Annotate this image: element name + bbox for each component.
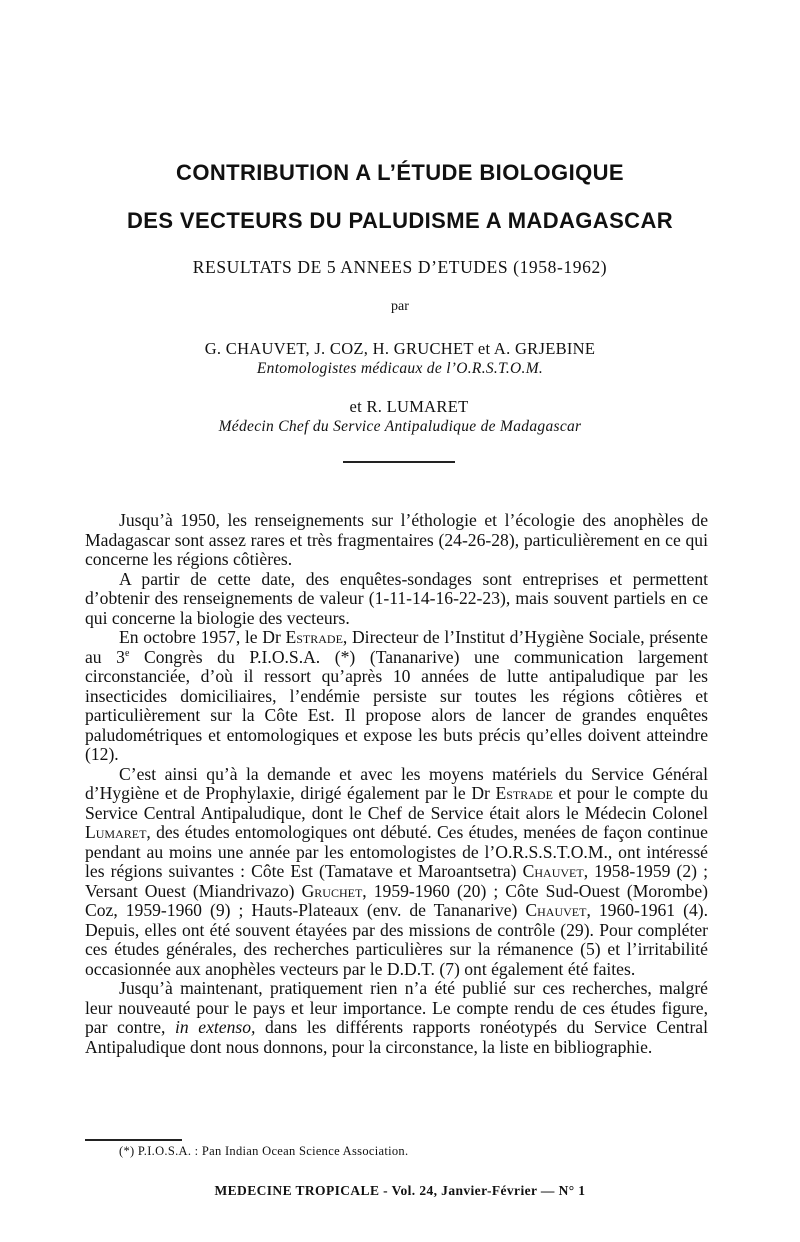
p3-text-b: , Directeur de l’Institut d’Hygiène Sociale, présente au 3 <box>85 627 708 667</box>
p4-name-chauvet-1: Chauvet <box>522 861 584 881</box>
p3-text-a: En octobre 1957, le Dr <box>119 627 286 647</box>
p4-text-e: , 1959-1960 (20) ; Côte Sud-Ouest (Morombe) Coz, 1959-1960 (9) ; Hauts-Plateaux (env. de Tananarive) <box>85 880 708 920</box>
footnote-divider <box>85 1139 182 1141</box>
p4-text-d: , 1958-1959 (2) ; Versant Ouest (Miandrivazo) <box>85 861 709 901</box>
paragraph-5 <box>85 979 708 1057</box>
p4-text-b: et pour le compte du Service Central Antipaludique, dont le Chef de Service était alors le Médecin Colonel <box>85 783 709 823</box>
paragraph-2: A partir de cette date, des enquêtes-sondages sont entreprises et permettent d’obtenir des renseignements de valeur (1-11-14-16-22-23), mais souvent partiels en ce qui concerne la biologie des vecteurs. <box>85 568 708 628</box>
p4-name-lumaret: Lumaret <box>85 822 147 842</box>
title-line-2: DES VECTEURS DU PALUDISME A MADAGASCAR <box>126 208 674 233</box>
byline-par: par <box>391 299 409 314</box>
journal-footer: MEDECINE TROPICALE - Vol. 24, Janvier-Février — N° 1 <box>214 1183 586 1198</box>
p4-name-estrade: Estrade <box>495 783 553 803</box>
p5-text-a: Jusqu’à maintenant, pratiquement rien n’a été publié sur ces recherches, malgré leur nouveauté pour le pays et leur importance. Le compte rendu de ces études figure, par contre, <box>85 978 708 1037</box>
affiliation-2: Médecin Chef du Service Antipaludique de Madagascar <box>218 418 582 435</box>
title-divider <box>343 461 455 463</box>
p5-in-extenso: in extenso, <box>175 1017 256 1037</box>
subtitle: RESULTATS DE 5 ANNEES D’ETUDES (1958-1962) <box>192 257 608 277</box>
paragraph-4 <box>85 765 708 980</box>
paragraph-3 <box>85 628 708 765</box>
p4-text-a: C’est ainsi qu’à la demande et avec les moyens matériels du Service Général d’Hygiène et de Prophylaxie, dirigé également par le Dr <box>85 763 708 803</box>
footnote: (*) P.I.O.S.A. : Pan Indian Ocean Science Association. <box>119 1144 409 1158</box>
title-line-1: CONTRIBUTION A L’ÉTUDE BIOLOGIQUE <box>176 160 624 185</box>
p4-name-gruchet: Gruchet <box>301 880 363 901</box>
authors: G. CHAUVET, J. COZ, H. GRUCHET et A. GRJEBINE <box>204 339 596 358</box>
p3-text-c: Congrès du P.I.O.S.A. (*) (Tananarive) une communication largement circonstanciée, d’où il ressort qu’après 10 années de lutte antipaludique par les insecticides domiciliaires, l’endémie persiste sur toutes les régions côtières et particulièrement sur la Côte Est. Il propose alors de lancer de grandes enquêtes paludométriques et entomologiques et expose les buts précis qu’elles doivent atteindre (12). <box>85 646 708 764</box>
p4-text-c: , des études entomologiques ont débuté. Ces études, menées de façon continue pendant au moins une année par les entomologistes de l’O.R.S.S.T.O.M., ont intéressé les régions suivantes : Côte Est (Tamatave et Maroantsetra) <box>85 822 708 881</box>
p4-text-f: , 1960-1961 (4). Depuis, elles ont été souvent étayées par des missions de contrôle (29). Pour compléter ces études générales, des recherches particulières sur la rémanence (5) et l’irritabilité occasionnée aux anophèles vecteurs par le D.D.T. (7) ont également été faites. <box>85 900 709 979</box>
paragraph-1: Jusqu’à 1950, les renseignements sur l’éthologie et l’écologie des anophèles de Madagascar sont assez rares et très fragmentaires (24-26-28), particulièrement en ce qui concerne les régions côtières. <box>85 510 708 569</box>
article-body <box>85 511 708 1057</box>
p3-superscript: e <box>124 647 130 659</box>
affiliation-1: Entomologistes médicaux de l’O.R.S.T.O.M. <box>256 360 544 377</box>
p3-name-estrade: Estrade <box>285 627 343 647</box>
p5-text-b: dans les différents rapports ronéotypés du Service Central Antipaludique dont nous donnons, pour la circonstance, la liste en bibliographie. <box>85 1017 708 1057</box>
p4-name-chauvet-2: Chauvet <box>525 900 587 920</box>
author-2: et R. LUMARET <box>349 397 469 416</box>
